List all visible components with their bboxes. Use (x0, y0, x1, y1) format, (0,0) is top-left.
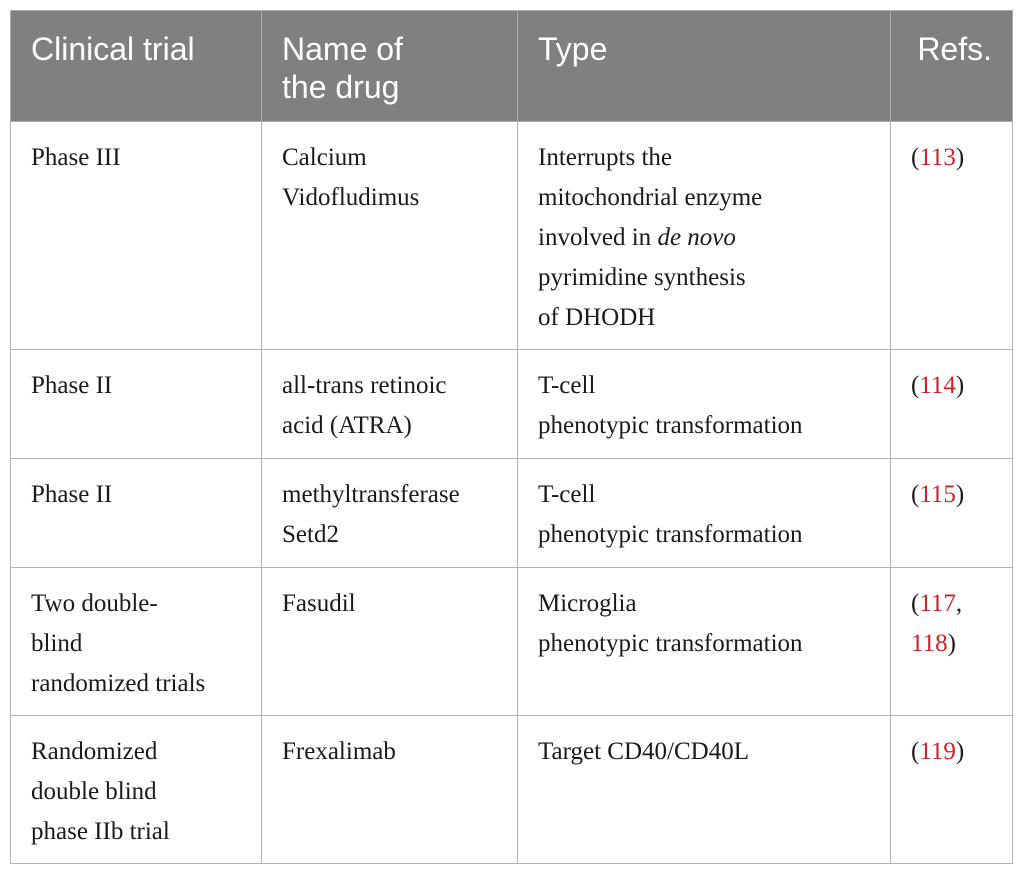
ref-paren: ) (955, 144, 965, 171)
reference-link[interactable]: 117 (919, 590, 956, 617)
drug-text: Calcium (282, 144, 367, 171)
trial-text: double blind (31, 778, 157, 805)
table-body (11, 122, 1013, 864)
cell-clinical-trial (11, 122, 262, 350)
type-text: T-cell (538, 372, 596, 399)
table-row (11, 716, 1013, 864)
cell-refs (891, 568, 1013, 716)
drug-text: acid (ATRA) (282, 412, 412, 439)
type-text-italic: de novo (657, 224, 736, 251)
type-text: phenotypic transformation (538, 521, 803, 548)
table-row (11, 122, 1013, 350)
type-text: pyrimidine synthesis (538, 264, 746, 291)
header-type: Type (518, 11, 891, 122)
reference-link[interactable]: 115 (919, 481, 956, 508)
trial-text: phase IIb trial (31, 818, 170, 845)
type-text: Target CD40/CD40L (538, 738, 749, 765)
type-text (538, 218, 870, 258)
header-drug-name-line2: the drug (282, 69, 400, 105)
header-drug-name (262, 11, 518, 122)
trial-text: Randomized (31, 738, 158, 765)
cell-clinical-trial (11, 459, 262, 568)
drug-text: Fasudil (282, 590, 356, 617)
trial-text: Phase II (31, 481, 113, 508)
drug-text: Vidofludimus (282, 184, 420, 211)
cell-type (518, 122, 891, 350)
ref-paren: ( (911, 738, 920, 765)
drug-text: methyltransferase (282, 481, 460, 508)
type-text: Interrupts the (538, 144, 672, 171)
cell-refs (891, 459, 1013, 568)
ref-separator: , (955, 590, 963, 617)
cell-refs (891, 122, 1013, 350)
cell-type (518, 350, 891, 459)
reference-link[interactable]: 118 (911, 630, 948, 657)
cell-drug-name (262, 122, 518, 350)
cell-type (518, 459, 891, 568)
reference-link[interactable]: 113 (919, 144, 956, 171)
cell-clinical-trial (11, 350, 262, 459)
ref-paren: ( (911, 590, 920, 617)
table-header (11, 11, 1013, 122)
header-refs: Refs. (891, 11, 1013, 122)
drug-text: Setd2 (282, 521, 339, 548)
refs-line (911, 624, 1002, 664)
header-row (11, 11, 1013, 122)
header-drug-name-line1: Name of (282, 31, 403, 67)
ref-paren: ) (955, 372, 965, 399)
ref-paren: ) (947, 630, 956, 657)
ref-paren: ) (955, 738, 965, 765)
type-text: Microglia (538, 590, 637, 617)
cell-refs (891, 350, 1013, 459)
ref-paren: ( (911, 481, 920, 508)
cell-type (518, 568, 891, 716)
type-text: phenotypic transformation (538, 630, 803, 657)
table-row (11, 459, 1013, 568)
type-text: phenotypic transformation (538, 412, 803, 439)
type-text: mitochondrial enzyme (538, 184, 763, 211)
cell-drug-name (262, 459, 518, 568)
trial-text: blind (31, 630, 83, 657)
ref-paren: ( (911, 372, 920, 399)
cell-refs (891, 716, 1013, 864)
ref-paren: ( (911, 144, 920, 171)
clinical-trials-table (10, 10, 1013, 864)
trial-text: Two double- (31, 590, 158, 617)
drug-text: Frexalimab (282, 738, 396, 765)
reference-link[interactable]: 119 (919, 738, 956, 765)
cell-clinical-trial (11, 568, 262, 716)
cell-type (518, 716, 891, 864)
type-text: of DHODH (538, 304, 656, 331)
header-clinical-trial: Clinical trial (11, 11, 262, 122)
drug-text: all-trans retinoic (282, 372, 447, 399)
table-row (11, 350, 1013, 459)
trial-text: randomized trials (31, 670, 206, 697)
table-row (11, 568, 1013, 716)
refs-line (911, 584, 1002, 624)
trial-text: Phase III (31, 144, 121, 171)
trial-text: Phase II (31, 372, 113, 399)
cell-drug-name (262, 350, 518, 459)
type-text-part: involved in (538, 224, 658, 251)
cell-drug-name (262, 568, 518, 716)
ref-paren: ) (955, 481, 965, 508)
cell-drug-name (262, 716, 518, 864)
type-text: T-cell (538, 481, 596, 508)
cell-clinical-trial (11, 716, 262, 864)
reference-link[interactable]: 114 (919, 372, 956, 399)
